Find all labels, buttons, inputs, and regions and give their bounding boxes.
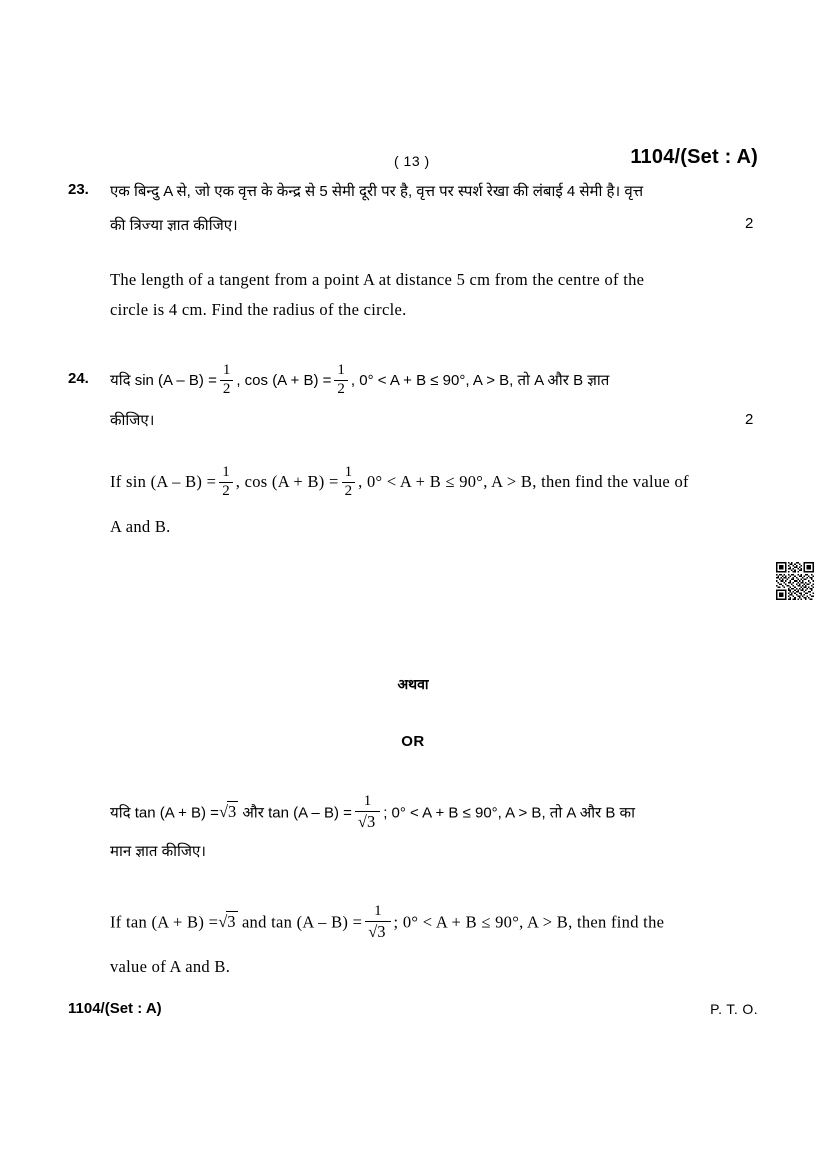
fraction-numerator: 1 [222,464,230,481]
alternative-label-english: OR [401,733,425,750]
alt-hindi-part-1: यदि tan (A + B) = [110,804,219,822]
alternative-hindi-line-1 [110,795,635,829]
question-24-english-line-2: A and B. [110,517,171,536]
alt-english-part-2: and tan (A – B) = [241,912,363,932]
alternative-hindi-line-2: मान ज्ञात कीजिए। [110,843,206,860]
footer-turn-over: P. T. O. [710,1001,758,1017]
q24-hindi-part-2: , cos (A + B) = [236,372,332,389]
fraction-denominator: 2 [220,380,234,398]
sqrt-3-symbol: √3 [218,802,237,822]
q24-hindi-fraction-2 [334,363,348,398]
q24-english-part-1: If sin (A – B) = [110,472,217,491]
page-header [68,146,758,178]
sqrt-3-symbol: √3 [218,912,236,932]
sqrt-radicand: 3 [366,811,376,831]
question-23-english-line-1: The length of a tangent from a point A at distance 5 cm from the centre of the [110,270,645,289]
q24-english-fraction-2 [342,465,356,500]
question-23-hindi-line-1: एक बिन्दु A से, जो एक वृत्त के केन्द्र से 5 सेमी दूरी पर है, वृत्त पर स्पर्श रेखा की लंबाई 4 सेमी है। वृत्त [110,183,644,200]
q24-english-part-3: , 0° < A + B ≤ 90°, A > B, then find the value of [358,472,689,491]
question-24-hindi-line-1 [110,364,609,398]
fraction-denominator: 2 [342,482,356,500]
question-24-marks: 2 [745,411,754,428]
question-23-english-line-2: circle is 4 cm. Find the radius of the circle. [110,300,407,319]
q24-english-part-2: , cos (A + B) = [235,472,339,491]
question-24-number: 24. [68,370,89,387]
fraction-numerator: 1 [337,362,345,379]
sqrt-radicand: 3 [227,912,236,932]
footer-paper-code: 1104/(Set : A) [68,1000,162,1017]
q24-hindi-part-3: , 0° < A + B ≤ 90°, A > B, तो A और B ज्ञात [350,372,610,389]
fraction-denominator: √3 [365,921,390,942]
question-24-hindi-line-2: कीजिए। [110,412,155,429]
fraction-numerator: 1 [344,464,353,481]
alt-english-fraction [365,904,390,942]
alternative-label-hindi: अथवा [397,676,429,692]
fraction-denominator: √3 [355,811,380,832]
fraction-numerator: 1 [222,362,231,379]
alt-hindi-fraction [355,794,380,832]
fraction-numerator: 1 [363,793,372,809]
alt-hindi-part-3: ; 0° < A + B ≤ 90°, A > B, तो A और B का [383,804,635,822]
alt-hindi-part-2-text: और tan (A – B) = [242,804,352,822]
page-number: ( 13 ) [394,153,430,169]
question-23-marks: 2 [745,215,754,232]
question-23-hindi-line-2: की त्रिज्या ज्ञात कीजिए। [110,217,238,234]
q24-hindi-fraction-1 [220,363,234,398]
question-24-english-line-1 [110,465,689,499]
q24-hindi-part-1: यदि sin (A – B) = [110,372,217,389]
alternative-english-line-2: value of A and B. [110,957,231,976]
alt-english-part-1: If tan (A + B) = [110,912,219,932]
qr-code-icon [776,562,814,600]
alt-english-part-3: ; 0° < A + B ≤ 90°, A > B, then find the [393,912,665,932]
fraction-denominator: 2 [219,482,233,500]
sqrt-radicand: 3 [228,802,237,822]
sqrt-radicand: 3 [377,921,386,941]
q24-english-fraction-1 [219,465,233,500]
fraction-denominator: 2 [334,380,348,398]
question-23-number: 23. [68,181,89,198]
fraction-numerator: 1 [374,903,382,919]
paper-code-header: 1104/(Set : A) [630,146,758,168]
alternative-english-line-1 [110,905,664,939]
